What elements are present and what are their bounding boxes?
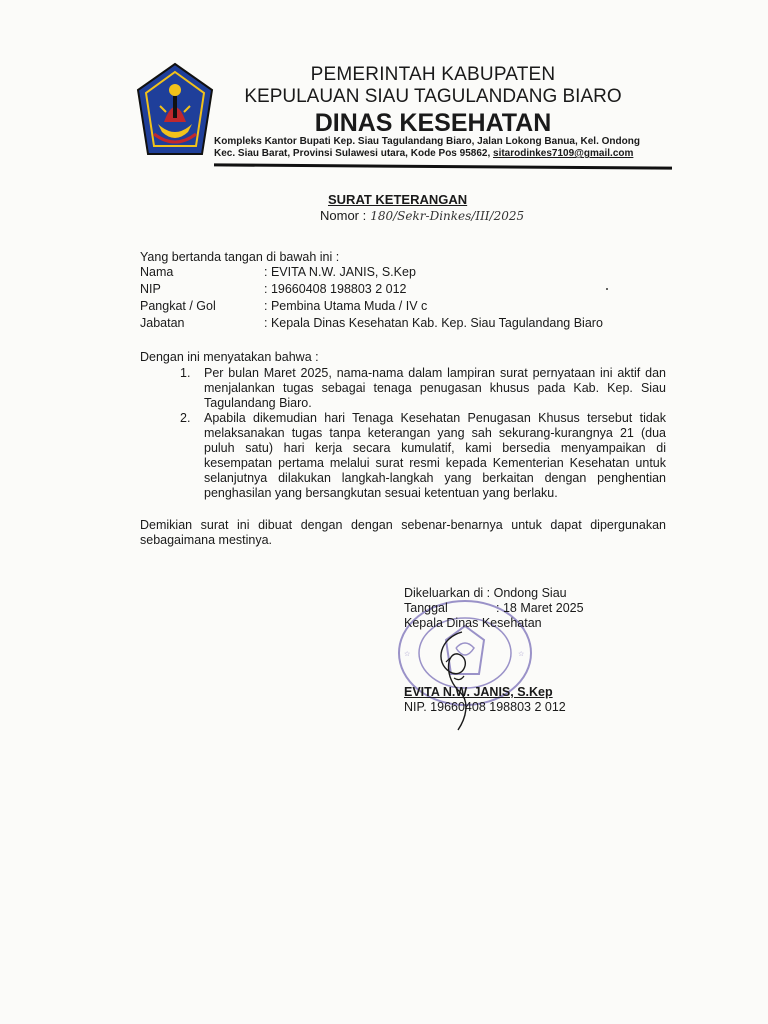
stray-mark — [606, 288, 608, 290]
letter-number-label: Nomor : — [320, 208, 367, 223]
letterhead-address — [214, 136, 654, 160]
field-label: Nama — [140, 265, 174, 279]
letter-number-value: 180/Sekr-Dinkes/III/2025 — [370, 209, 525, 223]
letterhead-line2: KEPULAUAN SIAU TAGULANDANG BIARO — [244, 86, 622, 107]
intro-text: Yang bertanda tangan di bawah ini : — [140, 250, 340, 264]
letterhead — [218, 64, 648, 138]
letterhead-line1: PEMERINTAH KABUPATEN — [310, 64, 556, 85]
date-label: Tanggal — [404, 601, 448, 615]
list-item-number: 2. — [180, 411, 191, 425]
address-line1: Kompleks Kantor Bupati Kep. Siau Tagulandang Biaro, Jalan Lokong Banua, Kel. Ondong — [214, 136, 640, 147]
date-value: : 18 Maret 2025 — [496, 601, 584, 615]
list-item-text: Apabila dikemudian hari Tenaga Kesehatan Penugasan Khusus tersebut tidak melaksanakan tugas tanpa keterangan yang sah sekurang-kurangnya 21 (dua puluh satu) hari kerja secara kumulatif, kami bersedia menyampaikan di kesempatan pertama melalui surat resmi kepada Kementerian Kesehatan untuk selanjutnya dilakukan langkah-langkah yang berkaitan dengan penghentian penghasilan yang bersangkutan sesuai ketentuan yang berlaku. — [204, 411, 666, 500]
handwritten-signature-icon — [420, 618, 510, 738]
field-value: : 19660408 198803 2 012 — [264, 282, 407, 296]
field-value: : EVITA N.W. JANIS, S.Kep — [264, 265, 416, 279]
statement-intro: Dengan ini menyatakan bahwa : — [140, 350, 319, 364]
svg-text:☆: ☆ — [404, 651, 411, 658]
letter-title: SURAT KETERANGAN — [328, 192, 468, 207]
field-value: : Kepala Dinas Kesehatan Kab. Kep. Siau Tagulandang Biaro — [264, 316, 603, 330]
letterhead-agency: DINAS KESEHATAN — [314, 109, 552, 137]
list-item-text: Per bulan Maret 2025, nama-nama dalam lampiran surat pernyataan ini aktif dan menjalankan tugas sebagai tenaga penugasan khusus pada Kab. Kep. Siau Tagulandang Biaro. — [204, 366, 666, 410]
address-line2-text: Kec. Siau Barat, Provinsi Sulawesi utara, Kode Pos 95862, — [214, 148, 491, 159]
issued-at: Dikeluarkan di : Ondong Siau — [404, 586, 567, 600]
signer-position: Kepala Dinas Kesehatan — [404, 616, 542, 630]
letter-number — [320, 208, 524, 223]
list-item — [180, 366, 666, 411]
svg-text:☆: ☆ — [518, 651, 525, 658]
issued-date — [404, 601, 584, 616]
regency-logo-icon — [136, 62, 214, 158]
closing-paragraph: Demikian surat ini dibuat dengan dengan sebenar-benarnya untuk dapat dipergunakan sebagaimana mestinya. — [140, 518, 666, 547]
statement-list — [180, 366, 666, 501]
field-label: NIP — [140, 282, 161, 296]
field-label: Jabatan — [140, 316, 185, 330]
list-item — [180, 411, 666, 501]
signer-name: EVITA N.W. JANIS, S.Kep — [404, 685, 553, 699]
address-line2 — [214, 148, 654, 160]
field-label: Pangkat / Gol — [140, 299, 216, 313]
email-link[interactable]: sitarodinkes7109@gmail.com — [493, 148, 634, 159]
signer-nip: NIP. 19660408 198803 2 012 — [404, 700, 566, 714]
list-item-number: 1. — [180, 366, 191, 380]
letterhead-divider — [214, 163, 672, 169]
field-value: : Pembina Utama Muda / IV c — [264, 299, 428, 313]
